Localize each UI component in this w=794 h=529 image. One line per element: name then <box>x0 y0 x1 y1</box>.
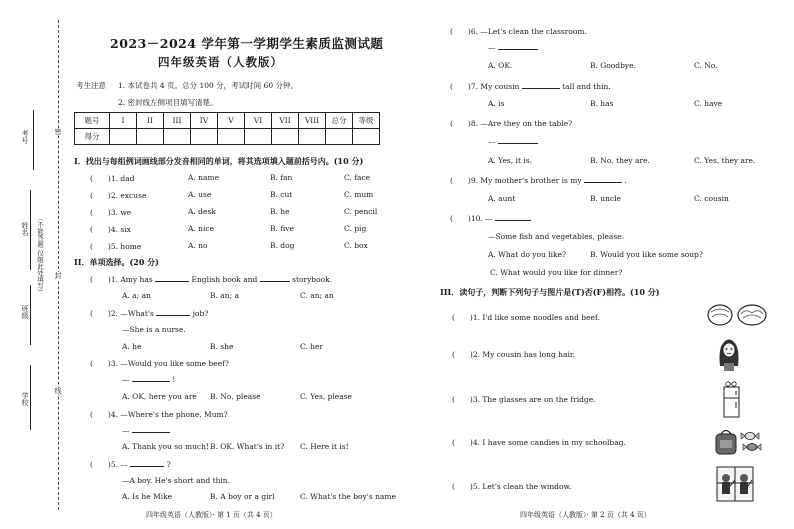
dialog-line: —She is a nurse. <box>122 325 186 334</box>
option-c: C. box <box>344 241 368 250</box>
tf-item: ( )5. Let's clean the window. <box>452 482 572 491</box>
stem-part: ( )10. — <box>450 214 493 223</box>
option-b: B. he <box>270 207 290 216</box>
option-a: A. name <box>188 173 220 182</box>
score-header-row <box>75 113 380 129</box>
stem-part: ( )5. — <box>90 460 128 469</box>
fridge-glasses-image <box>722 380 742 418</box>
option-b: B. five <box>270 224 294 233</box>
stem-part: ? <box>166 460 171 469</box>
option-a: A. is <box>488 99 505 108</box>
answer-blank[interactable] <box>130 466 164 467</box>
score-cell-blank[interactable] <box>326 129 353 145</box>
option-b: B. No, they are. <box>590 156 650 165</box>
score-cell: 题号 <box>75 113 110 129</box>
footer-left: 四年级英语（人教版）· 第 1 页（共 4 页） <box>146 511 277 519</box>
option-c: C. Yes, they are. <box>694 156 756 165</box>
margin-mi: 密 <box>54 128 62 135</box>
page-title: 2023－2024 学年第一学期学生素质监测试题 <box>110 36 384 51</box>
footer-right: 四年级英语（人教版）· 第 2 页（共 4 页） <box>520 511 651 519</box>
question-number: ( )2. excuse <box>90 191 147 200</box>
score-table <box>74 112 380 145</box>
question-stem: ( )6. —Let's clean the classroom. <box>450 27 587 36</box>
margin-kaohao: 考号 <box>21 130 29 144</box>
option-c: C. Here it is! <box>300 442 349 451</box>
option-b: B. she <box>210 342 234 351</box>
question-stem <box>90 274 332 285</box>
option-c: C. an; an <box>300 291 334 300</box>
stem-part: ( )2. —What's <box>90 309 154 318</box>
score-cell-blank[interactable] <box>218 129 245 145</box>
option-b: B. OK. What's in it? <box>210 442 285 451</box>
score-cell: VIII <box>299 113 326 129</box>
option-a: A. use <box>188 190 212 199</box>
dialog-line: —Some fish and vegetables, please. <box>488 232 625 241</box>
answer-blank[interactable] <box>260 281 290 282</box>
option-b: B. No, please <box>210 392 261 401</box>
stem-part: English book and <box>191 275 258 284</box>
score-cell: VII <box>272 113 299 129</box>
dialog-line <box>122 426 170 435</box>
margin-note: （不能答题 仅限此处填写） <box>36 215 44 296</box>
margin-xuexiao: 学校 <box>21 392 29 406</box>
margin-xian: 线 <box>54 387 62 394</box>
margin-banji: 班级 <box>21 305 29 319</box>
option-c: C. her <box>300 342 324 351</box>
answer-blank[interactable] <box>132 432 170 433</box>
stem-part: storybook. <box>292 275 333 284</box>
noodles-beef-image <box>706 302 768 328</box>
tf-item: ( )1. I'd like some noodles and beef. <box>452 313 600 322</box>
option-a: A. he <box>122 342 142 351</box>
score-cell: IV <box>191 113 218 129</box>
score-cell: 等级 <box>353 113 380 129</box>
stem-part: — <box>122 426 130 435</box>
stem-part: — <box>122 375 130 384</box>
answer-blank[interactable] <box>132 381 170 382</box>
option-b: B. Goodbye. <box>590 61 636 70</box>
section2-heading: II．单项选择。(20 分) <box>74 257 159 267</box>
option-c: C. face <box>344 173 371 182</box>
stem-part: job? <box>192 309 209 318</box>
option-a: A. nice <box>188 224 215 233</box>
option-b: B. an; a <box>210 291 239 300</box>
option-b: B. cut <box>270 190 293 199</box>
score-cell-blank[interactable] <box>245 129 272 145</box>
stem-part: ( )1. Amy has <box>90 275 153 284</box>
score-cell-blank[interactable] <box>353 129 380 145</box>
option-c: C. pig <box>344 224 367 233</box>
option-a: A. no <box>188 241 208 250</box>
score-cell-blank[interactable] <box>110 129 137 145</box>
option-b: B. fan <box>270 173 293 182</box>
answer-blank[interactable] <box>498 143 538 144</box>
question-stem: ( )4. —Where's the phone, Mum? <box>90 410 228 419</box>
section3-heading: III．读句子，判断下列句子与图片是(T)否(F)相符。(10 分) <box>440 287 660 297</box>
score-cell-blank[interactable] <box>272 129 299 145</box>
option-a: A. What do you like? <box>488 250 567 259</box>
option-c: C. What would you like for dinner? <box>490 268 623 277</box>
seal-line <box>58 20 59 510</box>
option-a: A. OK, here you are <box>122 392 197 401</box>
option-c: C. Yes, please <box>300 392 352 401</box>
clean-window-image <box>716 466 754 502</box>
tf-item: ( )2. My cousin has long hair. <box>452 350 576 359</box>
question-stem <box>450 81 611 92</box>
section1-heading: I．找出与每组例词画线部分发音相同的单词，将其选项填入题前括号内。(10 分) <box>74 156 364 166</box>
stem-part: ! <box>172 375 176 384</box>
question-stem: ( )8. —Are they on the table? <box>450 119 573 128</box>
notice-1: 1. 本试卷共 4 页。总分 100 分，考试时间 60 分钟。 <box>118 81 298 90</box>
margin-xuexiao-line <box>30 365 31 430</box>
score-cell-blank[interactable] <box>299 129 326 145</box>
stem-part: ( )9. My mother's brother is my <box>450 176 582 185</box>
option-a: A. aunt <box>488 194 516 203</box>
margin-banji-line <box>30 285 31 345</box>
score-cell: I <box>110 113 137 129</box>
score-value-row <box>75 129 380 145</box>
score-cell: 总分 <box>326 113 353 129</box>
option-c: C. What's the boy's name <box>300 492 396 501</box>
answer-blank[interactable] <box>584 182 622 183</box>
long-hair-girl-image <box>716 336 742 372</box>
option-b: B. Would you like some soup? <box>590 250 703 259</box>
question-number: ( )4. six <box>90 225 131 234</box>
question-stem <box>450 213 531 224</box>
score-cell: VI <box>245 113 272 129</box>
stem-part: — <box>488 43 496 52</box>
score-cell: 得分 <box>75 129 110 145</box>
notice-2: 2. 密封线左侧项目填写清楚。 <box>118 98 218 107</box>
option-b: B. A boy or a girl <box>210 492 275 501</box>
page-subtitle: 四年级英语（人教版） <box>158 55 283 69</box>
dialog-line <box>488 137 538 146</box>
margin-feng: 封 <box>54 272 62 279</box>
tf-item: ( )3. The glasses are on the fridge. <box>452 395 596 404</box>
score-cell: V <box>218 113 245 129</box>
tf-item: ( )4. I have some candies in my schoolbag. <box>452 438 626 447</box>
question-number: ( )1. dad <box>90 174 135 183</box>
question-stem: ( )3. —Would you like some beef? <box>90 359 229 368</box>
option-c: C. have <box>694 99 723 108</box>
option-c: C. mum <box>344 190 374 199</box>
dialog-line <box>488 43 538 52</box>
notice-label: 考生注意 <box>76 81 106 90</box>
margin-kaohao-line <box>33 110 34 170</box>
score-cell: III <box>164 113 191 129</box>
question-stem <box>450 175 627 186</box>
question-stem <box>90 308 208 319</box>
option-a: A. Thank you so much! <box>122 442 209 451</box>
option-b: B. dog <box>270 241 295 250</box>
answer-blank[interactable] <box>495 220 531 221</box>
answer-blank[interactable] <box>155 281 189 282</box>
stem-part: . <box>624 176 627 185</box>
stem-part: — <box>488 137 496 146</box>
option-a: A. Yes, it is. <box>488 156 532 165</box>
option-a: A. OK. <box>488 61 513 70</box>
score-cell-blank[interactable] <box>137 129 164 145</box>
margin-xingming: 姓名 <box>21 222 29 236</box>
margin-xingming-line <box>30 190 31 270</box>
stem-part: ( )7. My cousin <box>450 82 520 91</box>
dialog-line: —A boy. He's short and thin. <box>122 476 231 485</box>
question-number: ( )5. home <box>90 242 142 251</box>
option-b: B. has <box>590 99 614 108</box>
score-cell-blank[interactable] <box>191 129 218 145</box>
score-cell-blank[interactable] <box>164 129 191 145</box>
option-b: B. uncle <box>590 194 621 203</box>
schoolbag-candies-image <box>714 426 766 456</box>
answer-blank[interactable] <box>156 315 190 316</box>
option-a: A. Is he Mike <box>122 492 173 501</box>
option-a: A. a; an <box>122 291 151 300</box>
option-c: C. pencil <box>344 207 378 216</box>
stem-part: tall and thin. <box>562 82 611 91</box>
question-number: ( )3. we <box>90 208 132 217</box>
answer-blank[interactable] <box>522 88 560 89</box>
option-c: C. No. <box>694 61 718 70</box>
option-c: C. cousin <box>694 194 729 203</box>
question-stem <box>90 459 171 470</box>
dialog-line <box>122 375 175 384</box>
score-cell: II <box>137 113 164 129</box>
option-a: A. desk <box>188 207 216 216</box>
answer-blank[interactable] <box>498 49 538 50</box>
